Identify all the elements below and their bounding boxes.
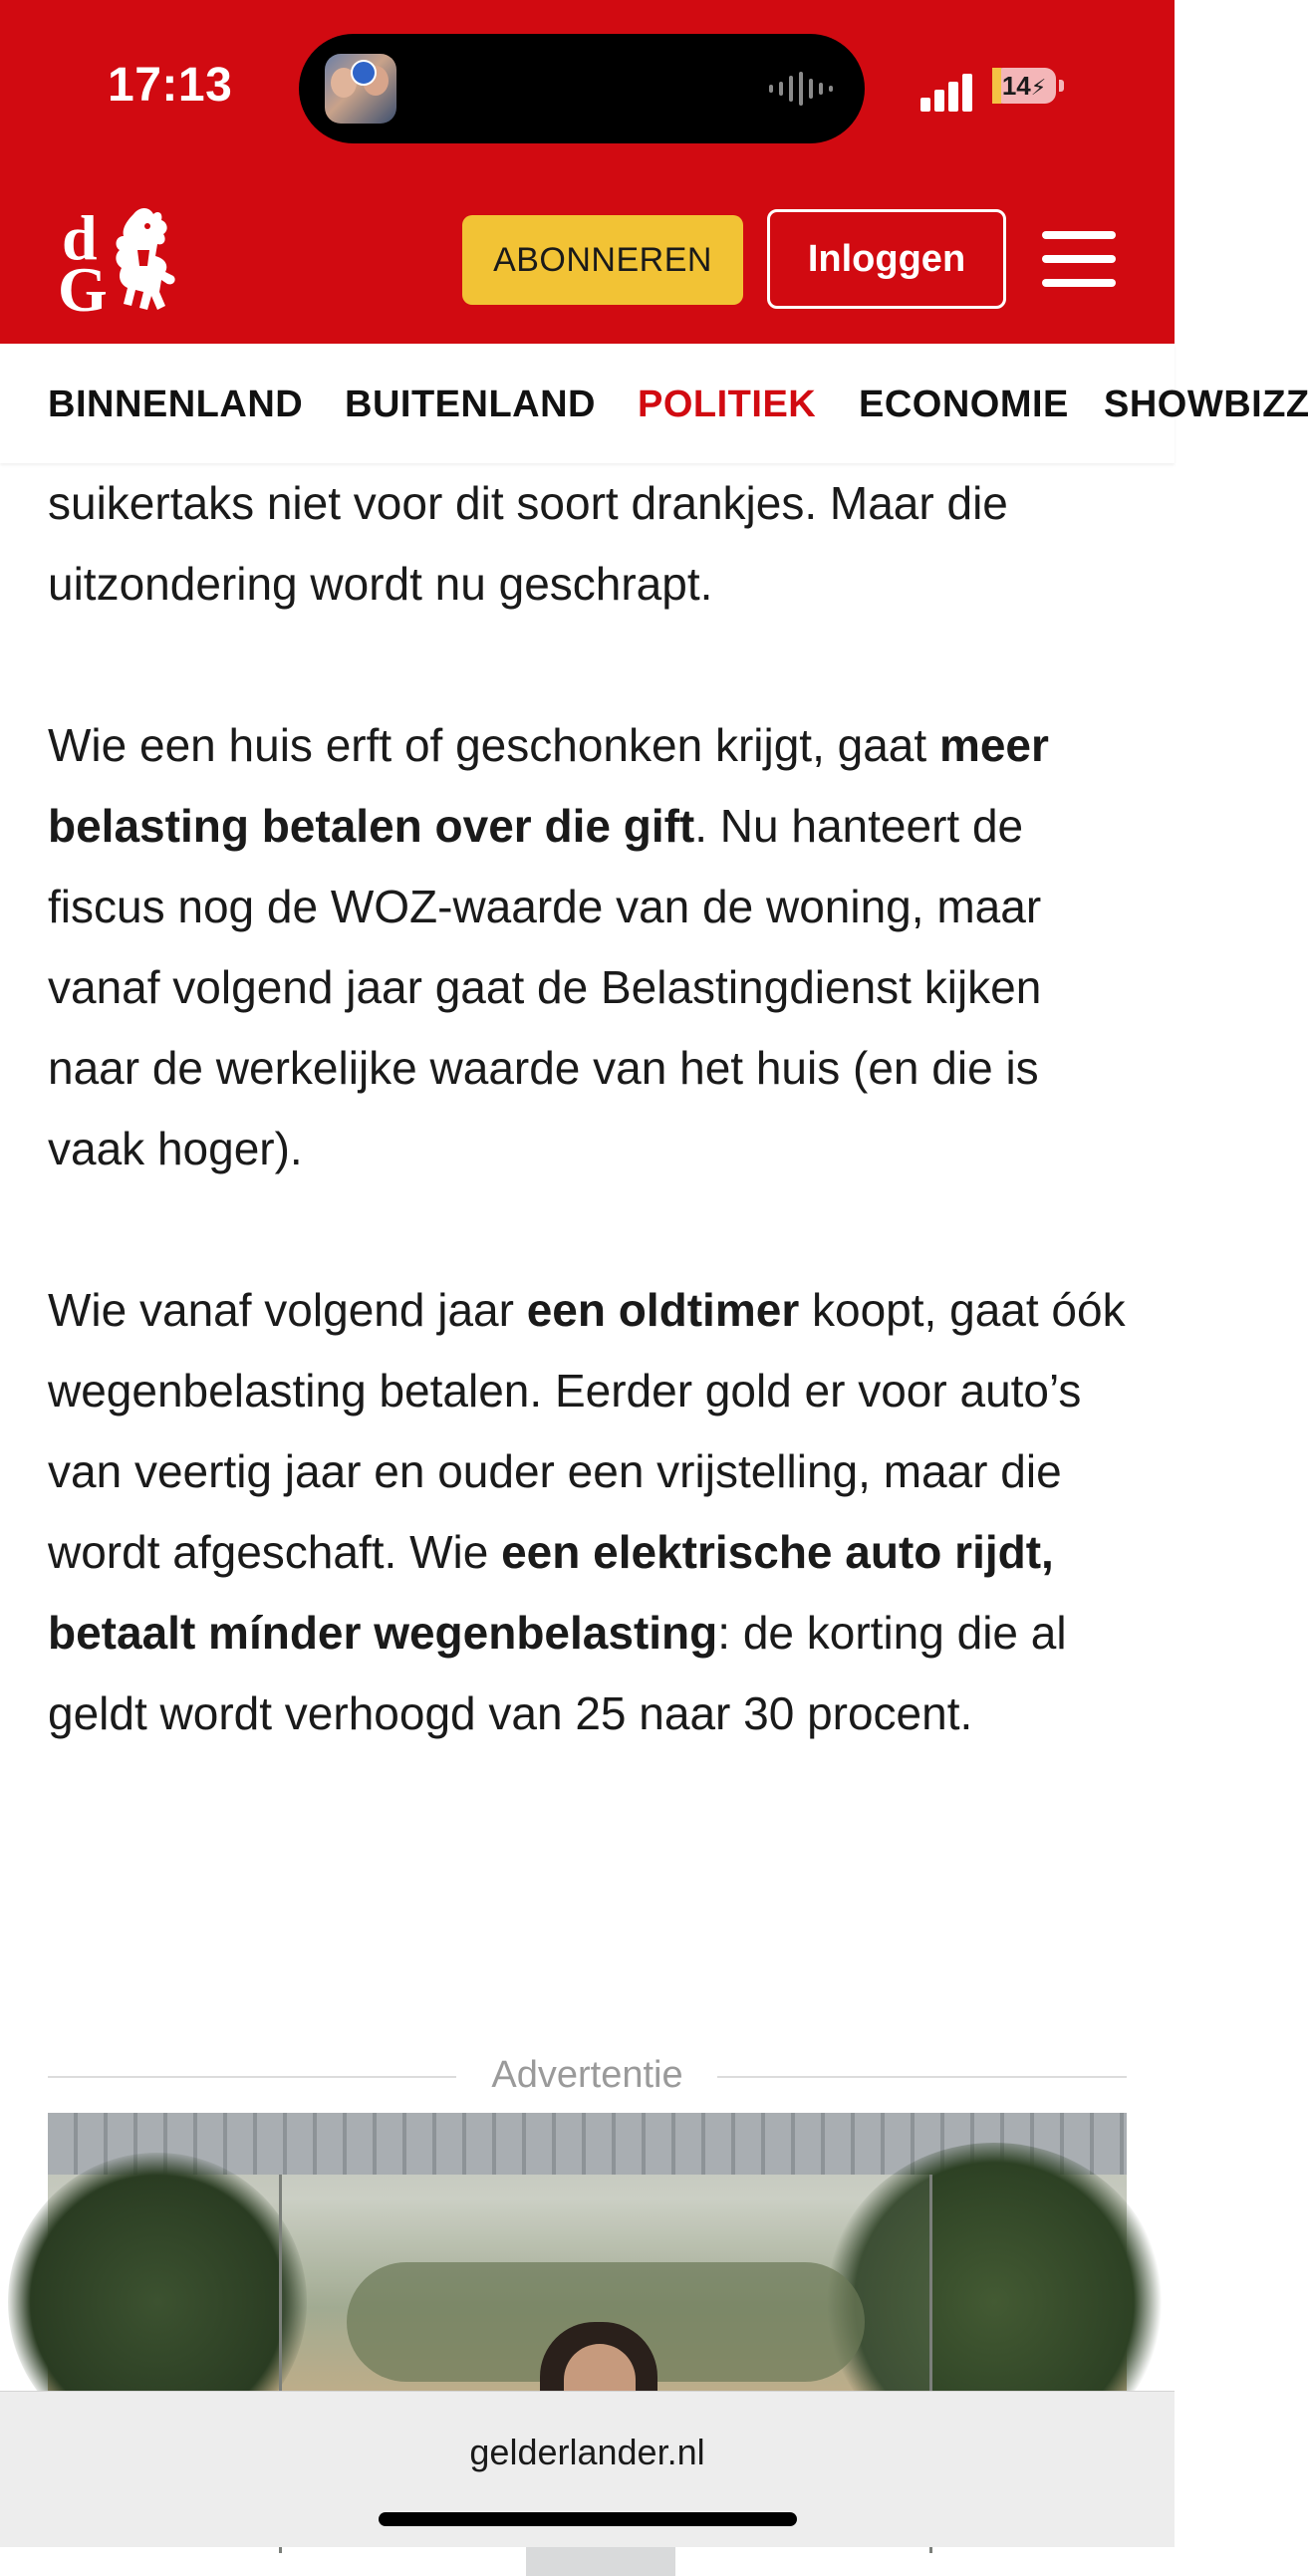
article-paragraph — [48, 1270, 1134, 1754]
paragraph-text: koopt, gaat óók wegenbelasting betalen. Eerder gold er voor auto’s van veertig jaar en ouder een vrijstelling, maar die wordt afgeschaft. Wie — [48, 1284, 1126, 1578]
dynamic-island[interactable] — [299, 34, 865, 143]
hamburger-menu-icon[interactable] — [1042, 231, 1116, 287]
subscribe-button[interactable]: ABONNEREN — [462, 215, 743, 305]
battery-icon: 14⚡ — [992, 68, 1056, 104]
signal-icon — [920, 98, 930, 112]
audio-waveform-icon — [769, 70, 839, 108]
bold-highlight: meer belasting betalen over die gift — [48, 719, 1049, 852]
home-indicator[interactable] — [379, 2512, 797, 2526]
article-paragraph — [48, 705, 1134, 1189]
paragraph-text: Wie vanaf volgend jaar — [48, 1284, 527, 1336]
horse-emblem-icon — [104, 206, 187, 314]
article-paragraph — [48, 463, 1134, 625]
nav-item-buitenland[interactable]: BUITENLAND — [345, 384, 596, 425]
ad-label: Advertentie — [491, 2054, 683, 2096]
podcast-artwork-icon[interactable] — [325, 54, 396, 124]
url-text[interactable]: gelderlander.nl — [469, 2432, 705, 2472]
nav-item-economie[interactable]: ECONOMIE — [859, 384, 1069, 425]
nav-item-binnenland[interactable]: BINNENLAND — [48, 384, 304, 425]
battery-level: 14 — [1001, 71, 1031, 101]
login-button[interactable]: Inloggen — [767, 209, 1006, 309]
paragraph-text: . Nu hanteert de fiscus nog de WOZ-waarde van de woning, maar vanaf volgend jaar gaat de Belastingdienst kijken naar de werkelijke waarde van het huis (en die is vaak hoger). — [48, 800, 1042, 1174]
site-logo[interactable] — [58, 202, 187, 325]
bold-highlight: een elektrische auto rijdt, betaalt mínder wegenbelasting — [48, 1526, 1054, 1659]
logo-letter-g: G — [58, 254, 108, 325]
paragraph-text: Wie een huis erft of geschonken krijgt, gaat — [48, 719, 939, 771]
nav-item-showbizz[interactable]: SHOWBIZZ — [1104, 384, 1310, 425]
status-time: 17:13 — [108, 59, 233, 112]
ad-label-row — [48, 2050, 1127, 2102]
site-header — [0, 0, 1175, 344]
paragraph-text: : de korting die al geldt wordt verhoogd van 25 naar 30 procent. — [48, 1607, 1067, 1739]
bold-highlight: een oldtimer — [526, 1284, 800, 1336]
paragraph-text: suikertaks niet voor dit soort drankjes. Maar die uitzondering wordt nu geschrapt. — [48, 477, 1008, 610]
article-body — [48, 463, 1134, 1754]
category-nav — [0, 344, 1310, 463]
status-indicators — [917, 62, 1076, 112]
logo-letter-d: d — [62, 202, 98, 273]
browser-address-bar[interactable] — [0, 2391, 1175, 2547]
nav-item-politiek[interactable]: POLITIEK — [638, 384, 817, 425]
